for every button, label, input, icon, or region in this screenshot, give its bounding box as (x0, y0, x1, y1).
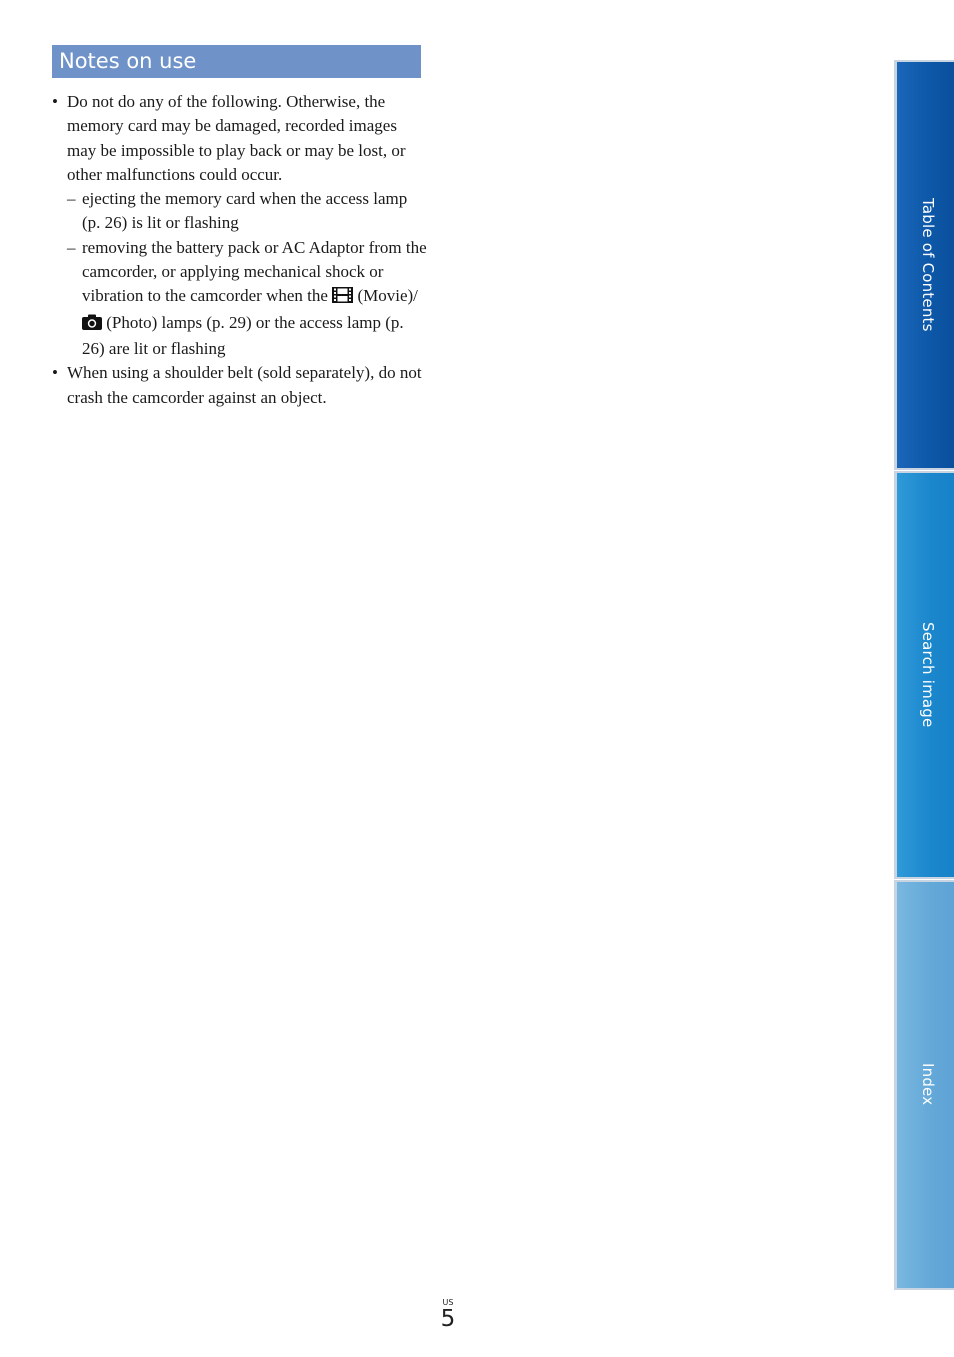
camera-icon (82, 313, 102, 337)
section-title: Notes on use (52, 45, 421, 78)
sub-list-item (67, 236, 427, 361)
notes-list (52, 90, 427, 410)
dash-mark: – (67, 189, 76, 209)
page-digit: 5 (440, 1306, 456, 1332)
page-region: US (442, 1298, 454, 1307)
tab-label: Table of Contents (919, 198, 937, 332)
page-number (440, 1298, 456, 1331)
tab-search-image[interactable] (894, 471, 954, 879)
bullet-text: Do not do any of the following. Otherwise, the memory card may be damaged, recorded images may be impossible to play back or may be lost, or other malfunctions could occur. (67, 92, 406, 184)
movie-label: (Movie)/ (353, 286, 418, 306)
bullet-mark: • (52, 92, 58, 111)
bullet-mark: • (52, 363, 58, 383)
tab-index[interactable] (894, 880, 954, 1290)
tab-table-of-contents[interactable] (894, 60, 954, 470)
photo-label: (Photo) lamps (p. 29) or the access lamp (p. 26) are lit or flashing (82, 312, 404, 358)
bullet-text: When using a shoulder belt (sold separately), do not crash the camcorder against an object. (67, 363, 422, 407)
sub-text: ejecting the memory card when the access lamp (p. 26) is lit or flashing (82, 189, 408, 233)
sub-list-item (67, 187, 427, 236)
tab-label: Search image (919, 622, 937, 728)
movie-film-icon (332, 286, 353, 310)
sub-list (67, 187, 427, 361)
list-item (52, 90, 427, 361)
sub-text: removing the battery pack or AC Adaptor from the camcorder, or applying mechanical shock or vibration to the camcorder when the (82, 237, 427, 306)
list-item (52, 361, 427, 410)
dash-mark: – (67, 237, 76, 257)
tab-label: Index (919, 1063, 937, 1106)
